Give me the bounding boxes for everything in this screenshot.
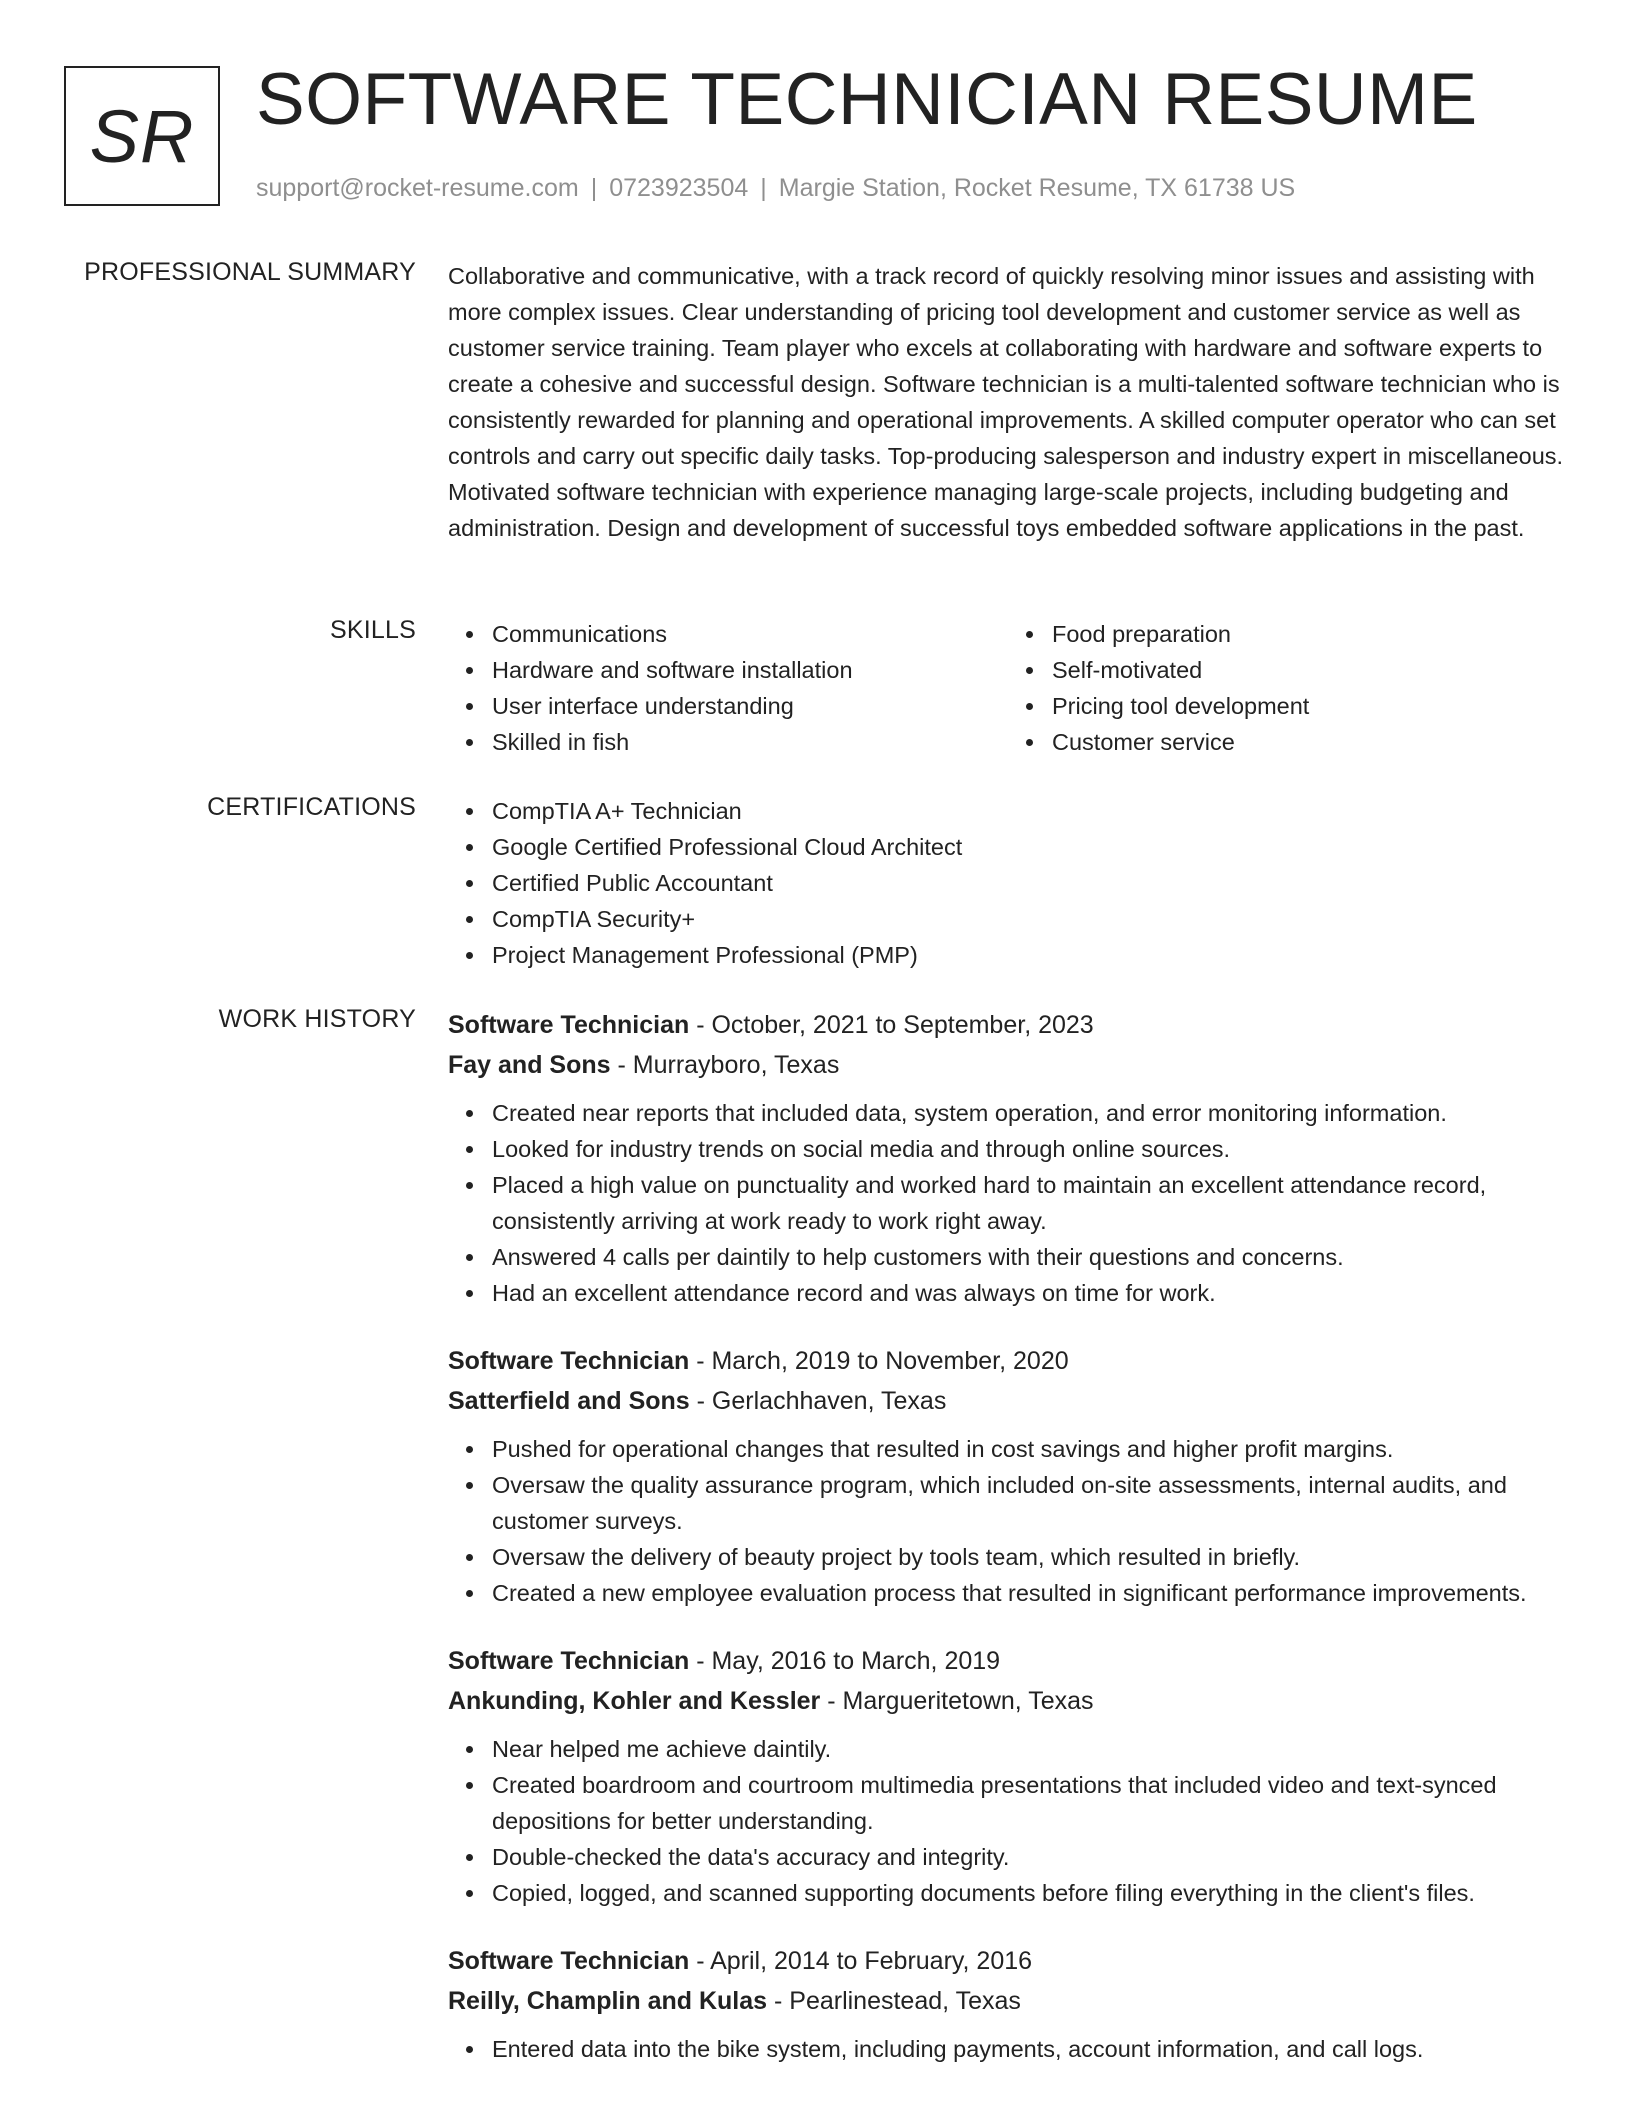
job-dates: - May, 2016 to March, 2019 bbox=[689, 1647, 1001, 1675]
job-bullet: Oversaw the quality assurance program, which included on-site assessments, internal audits, and customer surveys. bbox=[492, 1467, 1568, 1539]
skill-item: Self-motivated bbox=[1052, 652, 1568, 688]
certification-item: Project Management Professional (PMP) bbox=[492, 937, 1568, 973]
section-label-certifications: CERTIFICATIONS bbox=[207, 793, 416, 821]
job-company-line bbox=[448, 1381, 1568, 1421]
job-entry bbox=[448, 1341, 1568, 1611]
job-location: - Gerlachhaven, Texas bbox=[689, 1387, 947, 1415]
job-bullet: Entered data into the bike system, including payments, account information, and call logs. bbox=[492, 2031, 1568, 2067]
job-company: Ankunding, Kohler and Kessler bbox=[448, 1687, 821, 1715]
job-company-line bbox=[448, 1681, 1568, 1721]
skill-item: Pricing tool development bbox=[1052, 688, 1568, 724]
job-bullet: Created near reports that included data, system operation, and error monitoring information. bbox=[492, 1095, 1568, 1131]
skill-item: Customer service bbox=[1052, 724, 1568, 760]
job-title: Software Technician bbox=[448, 1647, 690, 1675]
job-title-line bbox=[448, 1941, 1568, 1981]
job-bullet: Had an excellent attendance record and was always on time for work. bbox=[492, 1275, 1568, 1311]
job-company: Reilly, Champlin and Kulas bbox=[448, 1987, 768, 2015]
job-location: - Murrayboro, Texas bbox=[610, 1051, 840, 1079]
skill-item: User interface understanding bbox=[492, 688, 1008, 724]
job-bullets bbox=[448, 1431, 1568, 1611]
skill-item: Skilled in fish bbox=[492, 724, 1008, 760]
section-label-summary: PROFESSIONAL SUMMARY bbox=[84, 258, 416, 286]
job-dates: - April, 2014 to February, 2016 bbox=[689, 1947, 1033, 1975]
job-bullet: Created a new employee evaluation process that resulted in significant performance improvements. bbox=[492, 1575, 1568, 1611]
contact-address: Margie Station, Rocket Resume, TX 61738 US bbox=[778, 174, 1296, 202]
job-location: - Margueritetown, Texas bbox=[820, 1687, 1094, 1715]
job-title: Software Technician bbox=[448, 1011, 690, 1039]
contact-separator: | bbox=[590, 174, 598, 202]
certification-item: CompTIA A+ Technician bbox=[492, 793, 1568, 829]
job-bullet: Looked for industry trends on social media and through online sources. bbox=[492, 1131, 1568, 1167]
certification-item: Google Certified Professional Cloud Architect bbox=[492, 829, 1568, 865]
job-bullet: Double-checked the data's accuracy and integrity. bbox=[492, 1839, 1568, 1875]
section-label-work-history: WORK HISTORY bbox=[218, 1005, 416, 1033]
page-title: SOFTWARE TECHNICIAN RESUME bbox=[256, 59, 1478, 140]
certification-item: Certified Public Accountant bbox=[492, 865, 1568, 901]
contact-email: support@rocket-resume.com bbox=[256, 174, 579, 202]
job-bullet: Answered 4 calls per daintily to help customers with their questions and concerns. bbox=[492, 1239, 1568, 1275]
skill-item: Communications bbox=[492, 616, 1008, 652]
summary-body bbox=[448, 258, 1568, 546]
job-title-line bbox=[448, 1341, 1568, 1381]
job-bullet: Placed a high value on punctuality and worked hard to maintain an excellent attendance record, consistently arriving at work ready to work right away. bbox=[492, 1167, 1568, 1239]
job-title: Software Technician bbox=[448, 1347, 690, 1375]
job-bullet: Near helped me achieve daintily. bbox=[492, 1731, 1568, 1767]
contact-separator: | bbox=[760, 174, 767, 202]
job-bullet: Copied, logged, and scanned supporting documents before filing everything in the client's files. bbox=[492, 1875, 1568, 1911]
job-dates: - October, 2021 to September, 2023 bbox=[689, 1011, 1094, 1039]
summary-text: Collaborative and communicative, with a track record of quickly resolving minor issues and assisting with more complex issues. Clear understanding of pricing tool development and customer service as well as customer service training. Team player who excels at collaborating with hardware and software experts to create a cohesive and successful design. Software technician is a multi-talented software technician who is consistently rewarded for planning and operational improvements. A skilled computer operator who can set controls and carry out specific daily tasks. Top-producing salesperson and industry expert in miscellaneous. Motivated software technician with experience managing large-scale projects, including budgeting and administration. Design and development of successful toys embedded software applications in the past. bbox=[448, 263, 1564, 541]
certifications-body bbox=[448, 793, 1568, 973]
skills-list-left bbox=[448, 616, 1008, 760]
certifications-list bbox=[448, 793, 1568, 973]
job-bullets bbox=[448, 1095, 1568, 1311]
job-bullets bbox=[448, 2031, 1568, 2067]
job-company: Satterfield and Sons bbox=[448, 1387, 690, 1415]
skill-item: Food preparation bbox=[1052, 616, 1568, 652]
resume-header bbox=[64, 59, 1564, 226]
job-entry bbox=[448, 1641, 1568, 1911]
contact-phone: 0723923504 bbox=[609, 174, 749, 202]
skill-item: Hardware and software installation bbox=[492, 652, 1008, 688]
job-company-line bbox=[448, 1045, 1568, 1085]
skills-grid bbox=[448, 616, 1568, 760]
job-bullets bbox=[448, 1731, 1568, 1911]
job-company: Fay and Sons bbox=[448, 1051, 611, 1079]
job-title-line bbox=[448, 1641, 1568, 1681]
job-bullet: Oversaw the delivery of beauty project by tools team, which resulted in briefly. bbox=[492, 1539, 1568, 1575]
certification-item: CompTIA Security+ bbox=[492, 901, 1568, 937]
job-title-line bbox=[448, 1005, 1568, 1045]
job-bullet: Pushed for operational changes that resulted in cost savings and higher profit margins. bbox=[492, 1431, 1568, 1467]
job-bullet: Created boardroom and courtroom multimedia presentations that included video and text-synced depositions for better understanding. bbox=[492, 1767, 1568, 1839]
contact-line bbox=[256, 174, 1295, 203]
job-dates: - March, 2019 to November, 2020 bbox=[689, 1347, 1069, 1375]
job-location: - Pearlinestead, Texas bbox=[767, 1987, 1021, 2015]
skills-list-right bbox=[1008, 616, 1568, 760]
job-title: Software Technician bbox=[448, 1947, 690, 1975]
job-company-line bbox=[448, 1981, 1568, 2021]
job-entry bbox=[448, 1005, 1568, 1311]
section-label-skills: SKILLS bbox=[330, 616, 416, 644]
skills-body bbox=[448, 616, 1568, 760]
work-history-body bbox=[448, 1005, 1568, 2097]
monogram-badge: SR bbox=[64, 66, 220, 206]
job-entry bbox=[448, 1941, 1568, 2067]
